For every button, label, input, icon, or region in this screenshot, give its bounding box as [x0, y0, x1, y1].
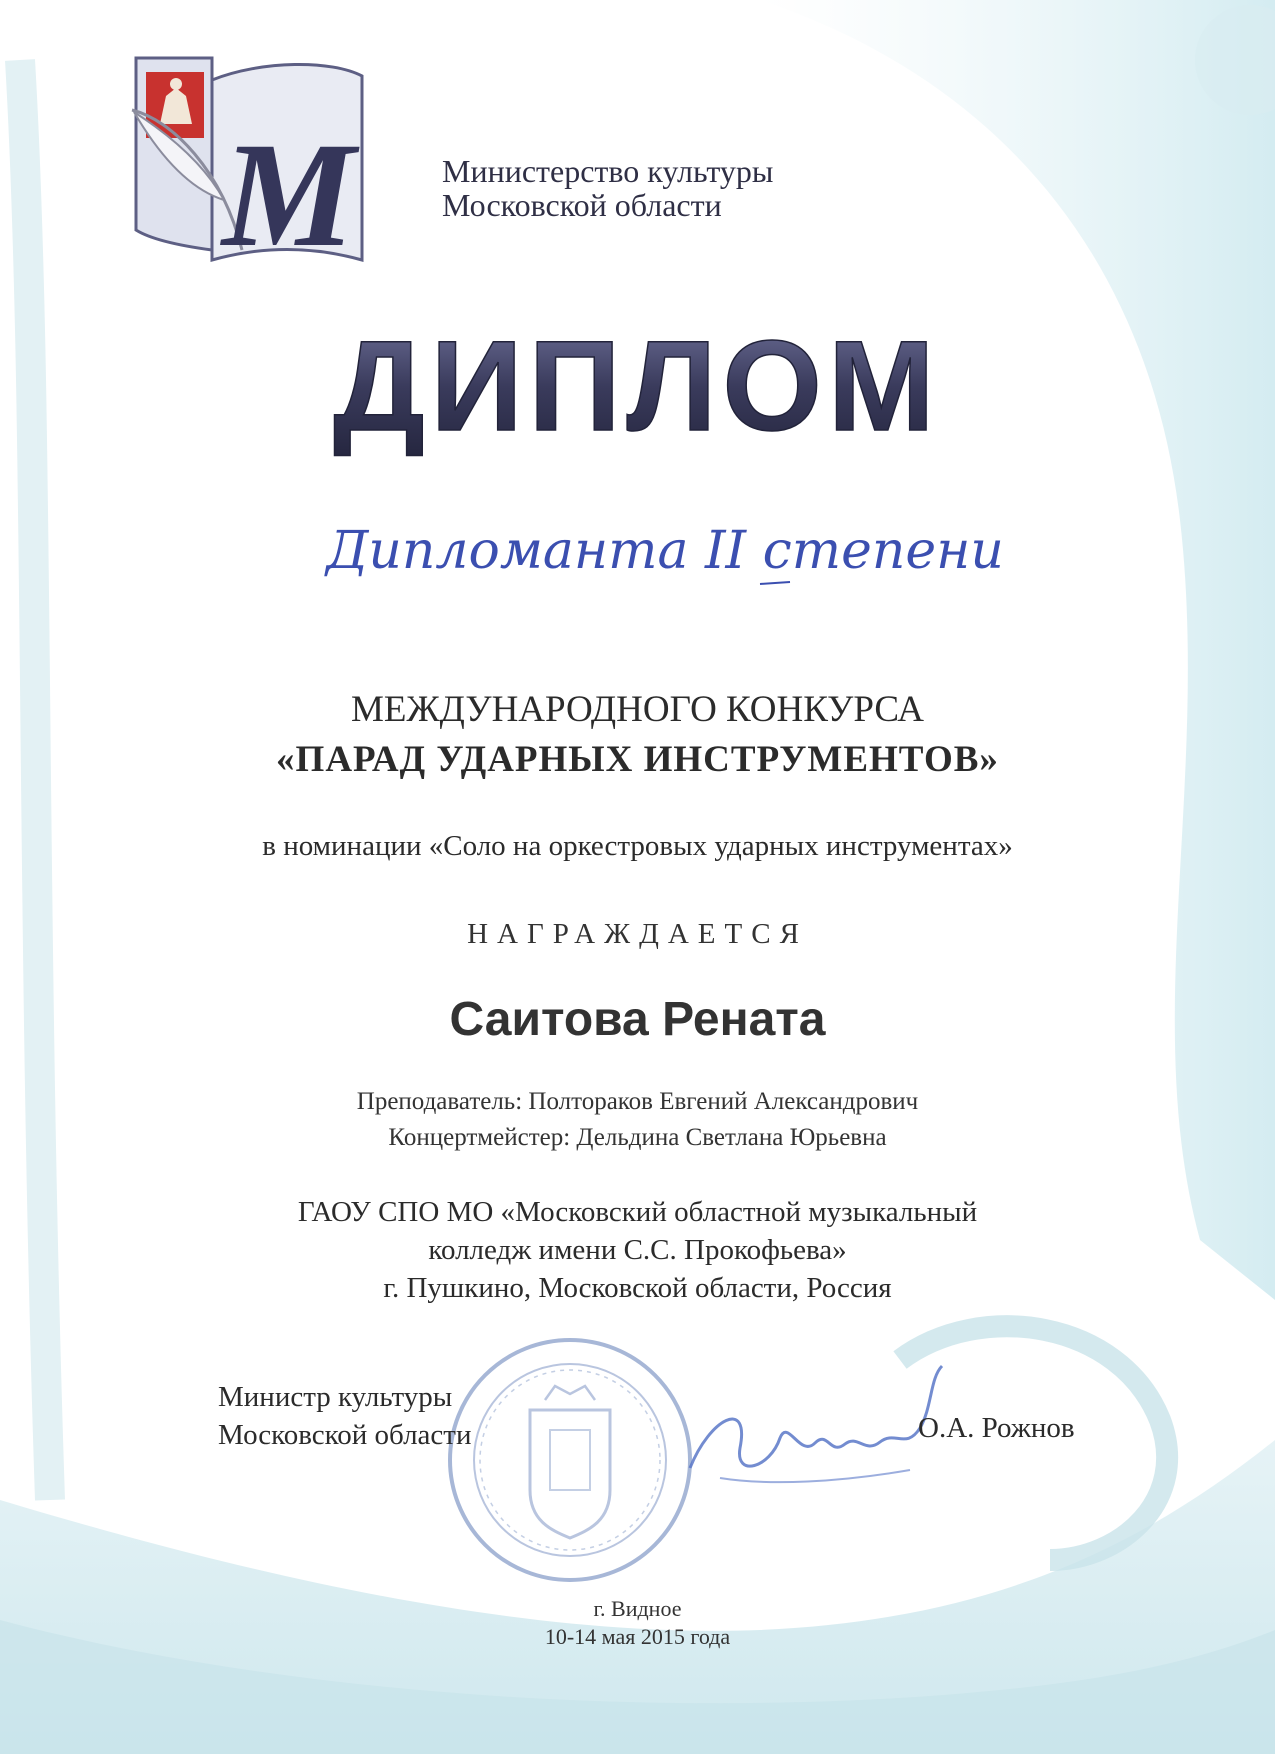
nomination: в номинации «Соло на оркестровых ударных инструментах»	[262, 830, 1013, 862]
organization-line-2: колледж имени С.С. Прокофьева»	[428, 1234, 847, 1266]
dates: 10-14 мая 2015 года	[544, 1624, 731, 1649]
teacher: Преподаватель: Полтораков Евгений Александрович	[356, 1088, 919, 1115]
place: г. Видное	[593, 1596, 682, 1621]
diploma-title	[0, 322, 1275, 462]
handwritten-degree	[0, 508, 1275, 598]
diploma-title-wrap	[0, 322, 1275, 467]
diploma-title-text: ДИПЛОМ	[333, 322, 941, 458]
ministry-logo	[112, 50, 774, 270]
logo-big-letter: М	[222, 112, 356, 270]
signatory-title	[218, 1378, 472, 1454]
accompanist: Концертмейстер: Дельдина Светлана Юрьевна	[388, 1124, 887, 1151]
handwritten-degree-wrap	[0, 508, 1275, 603]
organization-line-1: ГАОУ СПО МО «Московский областной музыкальный	[297, 1196, 978, 1228]
signatory-name: О.А. Рожнов	[918, 1412, 1075, 1444]
contest-name: «ПАРАД УДАРНЫХ ИНСТРУМЕНТОВ»	[276, 739, 999, 780]
signatory-title-line-1: Министр культуры	[218, 1381, 453, 1413]
signature	[680, 1358, 950, 1498]
contest-label: МЕЖДУНАРОДНОГО КОНКУРСА	[351, 689, 924, 730]
organization-line-3: г. Пушкино, Московской области, Россия	[383, 1272, 892, 1304]
logo-text	[442, 154, 773, 222]
logo-line-1: Министерство культуры	[442, 153, 774, 189]
logo-line-2: Московской области	[442, 187, 722, 223]
awarded-label: НАГРАЖДАЕТСЯ	[467, 918, 808, 950]
official-stamp	[440, 1330, 700, 1590]
handwritten-degree-text: Дипломанта II степени	[326, 521, 1004, 581]
recipient-name: Саитова Рената	[449, 993, 826, 1046]
signatory-title-line-2: Московской области	[218, 1419, 472, 1451]
